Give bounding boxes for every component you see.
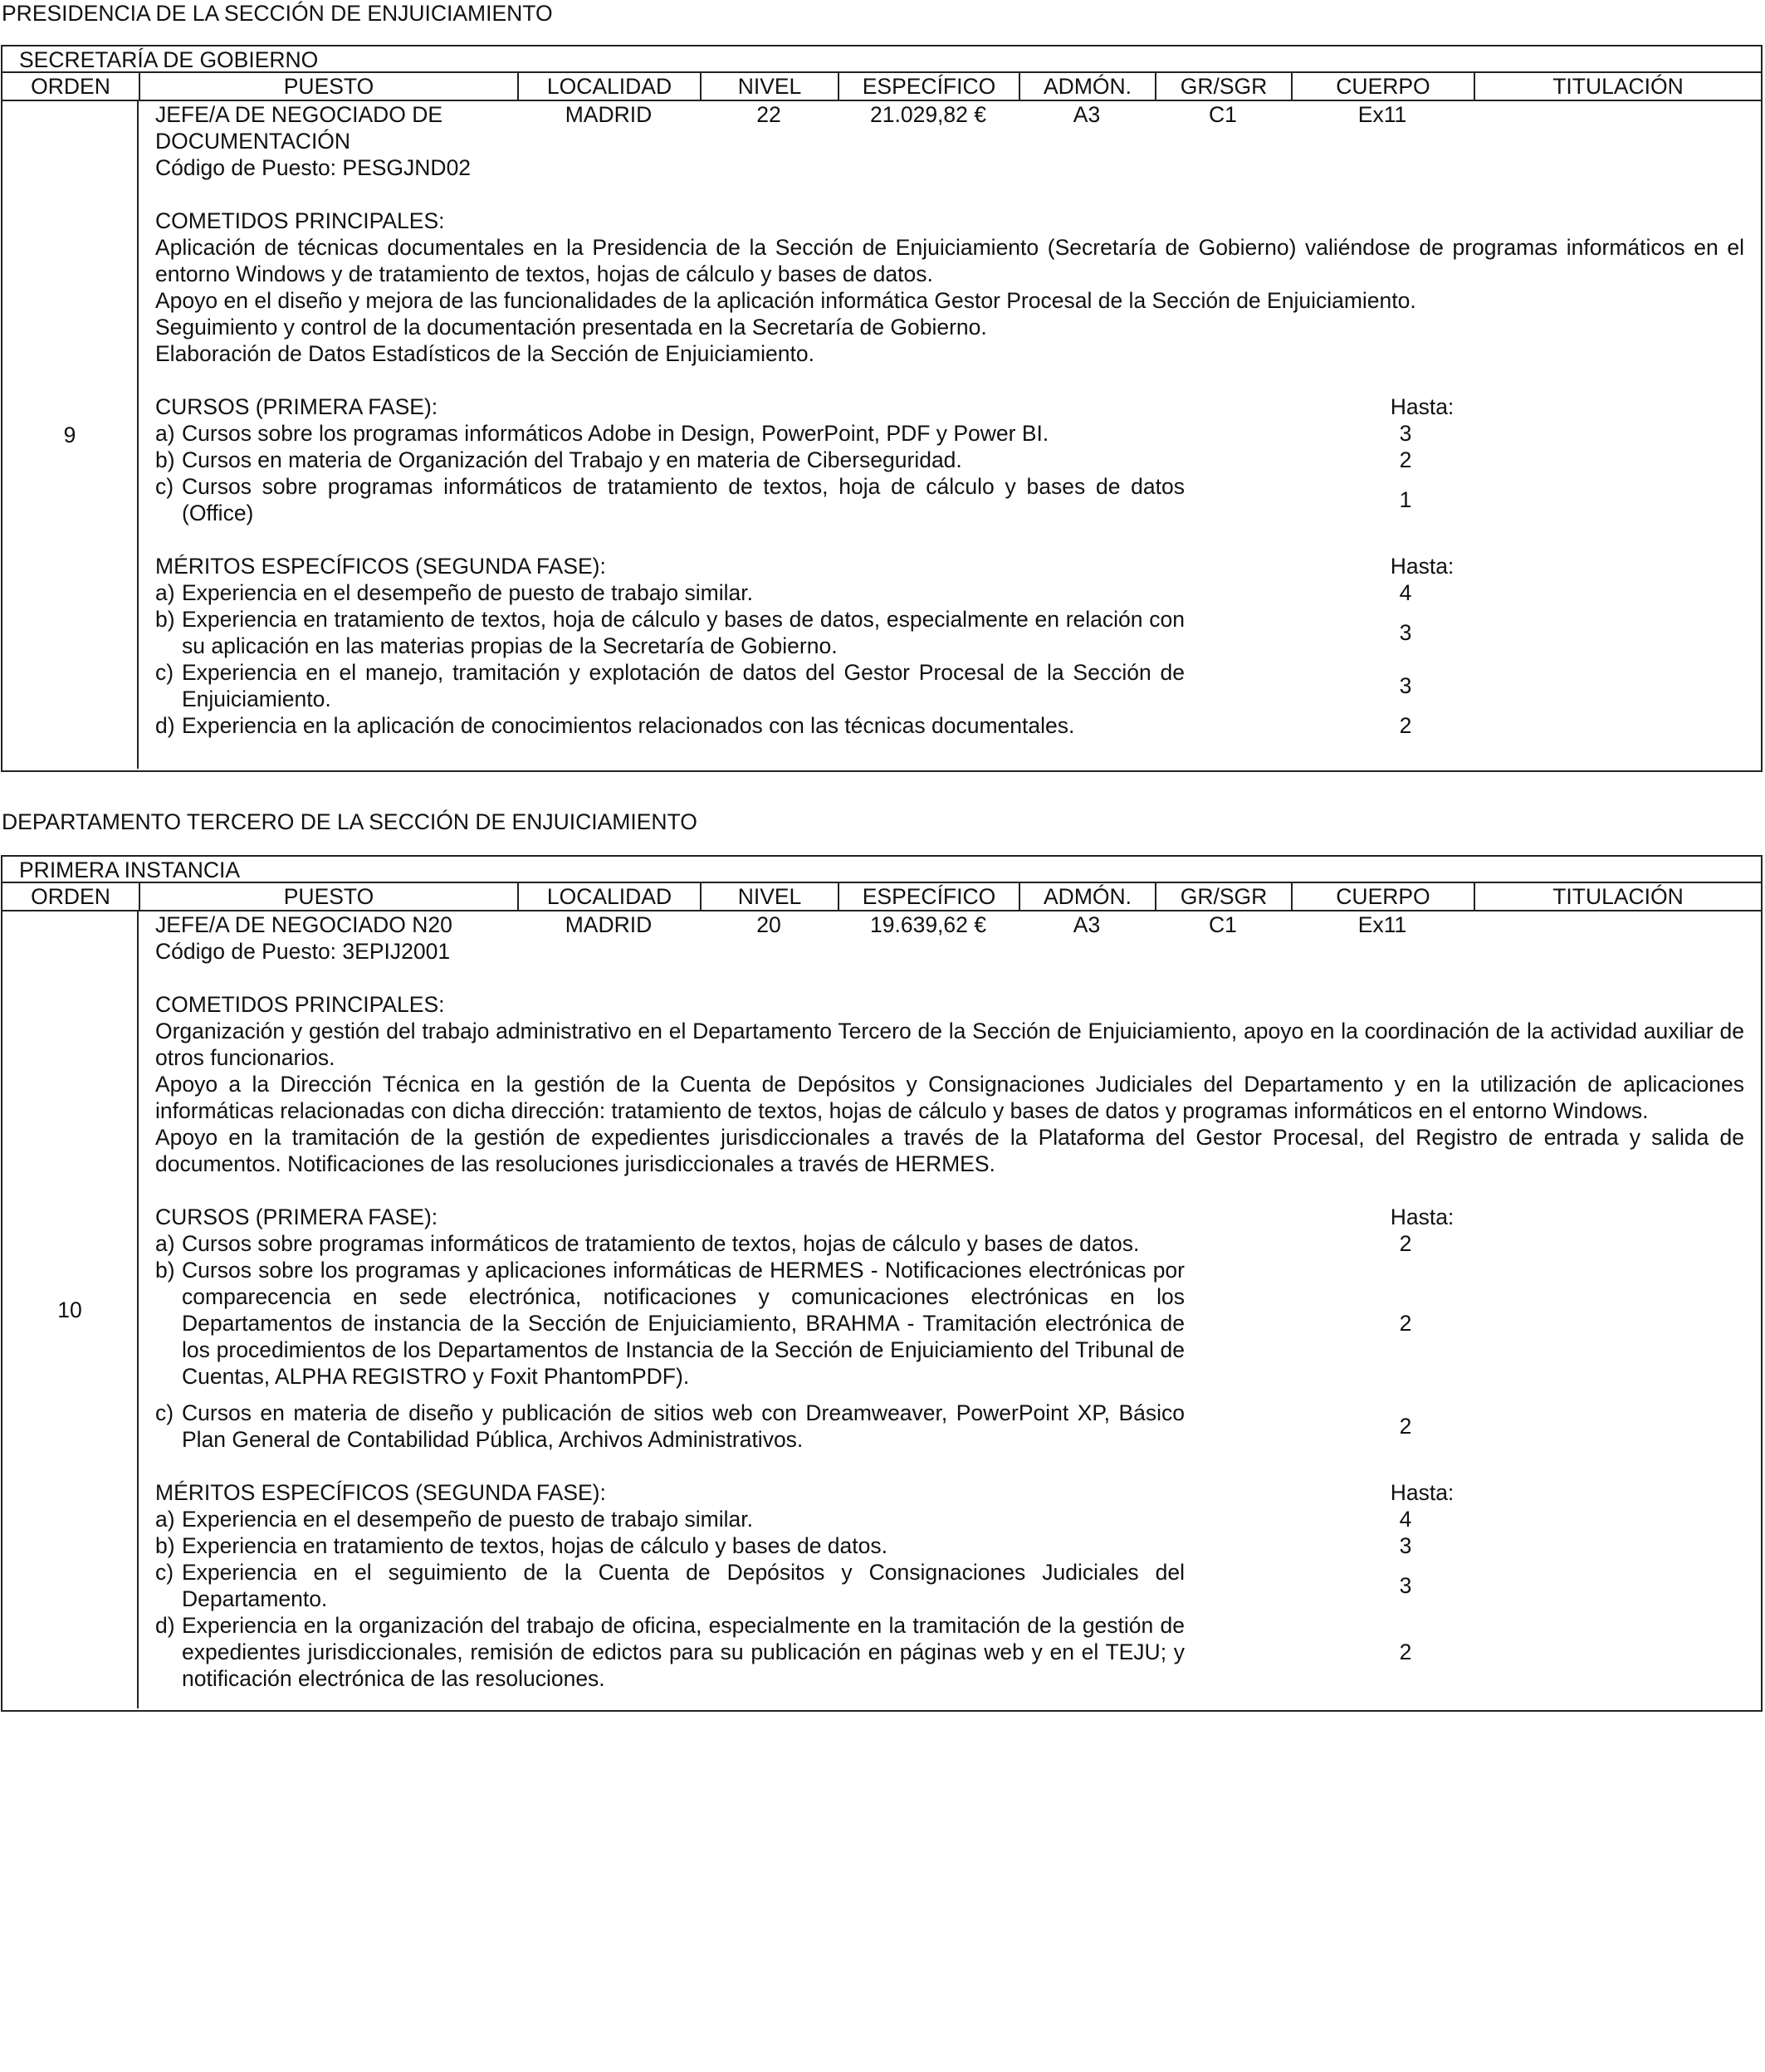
puesto-name bbox=[155, 911, 504, 938]
cometidos-title: COMETIDOS PRINCIPALES: bbox=[155, 208, 445, 233]
merito-item bbox=[139, 1532, 1761, 1559]
col-cuerpo: CUERPO bbox=[1291, 883, 1474, 910]
orden-number: 9 bbox=[2, 101, 139, 769]
cuerpo-value: Ex11 bbox=[1357, 912, 1407, 937]
col-gr-sgr: GR/SGR bbox=[1155, 73, 1291, 100]
merito-item bbox=[139, 659, 1761, 712]
merito-item bbox=[139, 1559, 1761, 1612]
merito-item bbox=[139, 712, 1761, 739]
item-points: 2 bbox=[1399, 447, 1412, 472]
meritos-header bbox=[139, 553, 1761, 579]
cometido-item: Apoyo en la tramitación de la gestión de expedientes jurisdiccionales a través de la Plataforma del Gestor Procesal, del Registro de entrada y salida de documentos. Notificaciones de las resoluciones jurisdiccionales a través de HERMES. bbox=[155, 1125, 1744, 1176]
curso-item bbox=[139, 1400, 1761, 1453]
hasta-label: Hasta: bbox=[1390, 394, 1455, 419]
col-orden: ORDEN bbox=[31, 74, 110, 99]
position-details bbox=[139, 101, 1761, 769]
item-points: 3 bbox=[1399, 421, 1412, 446]
col-gr-sgr: GR/SGR bbox=[1155, 883, 1291, 910]
hasta-label: Hasta: bbox=[1390, 1480, 1455, 1505]
col-titulacion: TITULACIÓN bbox=[1474, 883, 1761, 910]
nivel-value: 22 bbox=[756, 102, 781, 127]
item-text: Experiencia en el desempeño de puesto de trabajo similar. bbox=[182, 1507, 753, 1532]
especifico-value: 19.639,62 € bbox=[870, 912, 986, 937]
item-points: 2 bbox=[1399, 713, 1412, 738]
col-nivel: NIVEL bbox=[700, 883, 838, 910]
merito-item bbox=[139, 606, 1761, 659]
item-letter: c) bbox=[155, 1560, 174, 1585]
position-body bbox=[2, 911, 1761, 1708]
cursos-title: CURSOS (PRIMERA FASE): bbox=[155, 394, 438, 419]
cometido-item: Elaboración de Datos Estadísticos de la Sección de Enjuiciamiento. bbox=[155, 341, 814, 366]
puesto-line: JEFE/A DE NEGOCIADO DE bbox=[155, 102, 443, 127]
meritos-header bbox=[139, 1479, 1761, 1506]
col-puesto: PUESTO bbox=[139, 73, 517, 100]
curso-item bbox=[139, 420, 1761, 447]
table-subheader: PRIMERA INSTANCIA bbox=[2, 857, 1761, 883]
orden-number: 10 bbox=[2, 911, 139, 1708]
item-text: Cursos sobre los programas y aplicaciones informáticas de HERMES - Notificaciones electrónicas por comparecencia en sede electrónica, notificaciones y comunicaciones electrónicas en los Departamentos de instancia de la Sección de Enjuiciamiento, BRAHMA - Tramitación electrónica de los procedimientos de los Departamentos de Instancia de la Sección de Enjuiciamiento del Tribunal de Cuentas, ALPHA REGISTRO y Foxit PhantomPDF). bbox=[182, 1258, 1185, 1389]
item-points: 1 bbox=[1399, 487, 1412, 512]
item-text: Experiencia en tratamiento de textos, hoja de cálculo y bases de datos, especialmente en relación con su aplicación en las materias propias de la Secretaría de Gobierno. bbox=[182, 607, 1185, 658]
item-text: Experiencia en la organización del trabajo de oficina, especialmente en la tramitación de la gestión de expedientes jurisdiccionales, remisión de edictos para su publicación en páginas web y en el TEJU; y notificación electrónica de las resoluciones. bbox=[182, 1613, 1185, 1691]
item-letter: a) bbox=[155, 421, 175, 446]
cometido-item: Apoyo en el diseño y mejora de las funcionalidades de la aplicación informática Gestor Procesal de la Sección de Enjuiciamiento. bbox=[155, 288, 1416, 313]
position-body bbox=[2, 101, 1761, 769]
localidad-value: MADRID bbox=[565, 102, 653, 127]
col-puesto: PUESTO bbox=[139, 883, 517, 910]
item-points: 2 bbox=[1399, 1231, 1412, 1256]
table-subheader: SECRETARÍA DE GOBIERNO bbox=[2, 46, 1761, 73]
especifico-value: 21.029,82 € bbox=[870, 102, 986, 127]
item-points: 3 bbox=[1399, 620, 1412, 645]
cuerpo-value: Ex11 bbox=[1357, 102, 1407, 127]
merito-item bbox=[139, 579, 1761, 606]
cometido-item: Apoyo a la Dirección Técnica en la gestión de la Cuenta de Depósitos y Consignaciones Judiciales del Departamento y en la utilización de aplicaciones informáticas relacionadas con dicha dirección: tratamiento de textos, hojas de cálculo y bases de datos y programas informáticos en el entorno Windows. bbox=[155, 1072, 1744, 1123]
section-title: PRESIDENCIA DE LA SECCIÓN DE ENJUICIAMIENTO bbox=[2, 1, 553, 26]
item-letter: c) bbox=[155, 474, 174, 499]
item-text: Cursos en materia de diseño y publicación de sitios web con Dreamweaver, PowerPoint XP, Básico Plan General de Contabilidad Pública, Archivos Administrativos. bbox=[182, 1400, 1185, 1452]
cometidos-title: COMETIDOS PRINCIPALES: bbox=[155, 992, 445, 1017]
item-points: 3 bbox=[1399, 1573, 1412, 1598]
codigo-puesto: Código de Puesto: 3EPIJ2001 bbox=[155, 939, 451, 964]
puesto-name bbox=[155, 101, 504, 128]
cometido-item: Organización y gestión del trabajo administrativo en el Departamento Tercero de la Sección de Enjuiciamiento, apoyo en la coordinación de la actividad auxiliar de otros funcionarios. bbox=[155, 1019, 1744, 1070]
item-text: Experiencia en el manejo, tramitación y explotación de datos del Gestor Procesal de la Sección de Enjuiciamiento. bbox=[182, 660, 1185, 711]
hasta-label: Hasta: bbox=[1390, 554, 1455, 579]
puesto-line: JEFE/A DE NEGOCIADO N20 bbox=[155, 912, 452, 937]
cursos-header bbox=[139, 393, 1761, 420]
section-title: DEPARTAMENTO TERCERO DE LA SECCIÓN DE ENJUICIAMIENTO bbox=[2, 809, 697, 834]
item-points: 2 bbox=[1399, 1640, 1412, 1664]
col-admon: ADMÓN. bbox=[1019, 883, 1155, 910]
item-points: 4 bbox=[1399, 580, 1412, 605]
gr-sgr-value: C1 bbox=[1209, 102, 1237, 127]
item-letter: b) bbox=[155, 607, 175, 632]
cursos-title: CURSOS (PRIMERA FASE): bbox=[155, 1205, 438, 1229]
column-header-row bbox=[2, 883, 1761, 911]
merito-item bbox=[139, 1612, 1761, 1692]
column-header-row bbox=[2, 73, 1761, 101]
item-text: Experiencia en el seguimiento de la Cuenta de Depósitos y Consignaciones Judiciales del Departamento. bbox=[182, 1560, 1185, 1611]
curso-item bbox=[139, 447, 1761, 473]
col-admon: ADMÓN. bbox=[1019, 73, 1155, 100]
item-letter: c) bbox=[155, 660, 174, 685]
position-table bbox=[1, 45, 1763, 772]
item-points: 3 bbox=[1399, 673, 1412, 698]
position-main-row bbox=[139, 911, 1761, 938]
col-especifico: ESPECÍFICO bbox=[838, 883, 1019, 910]
cursos-header bbox=[139, 1204, 1761, 1230]
position-main-row bbox=[139, 101, 1761, 128]
curso-item bbox=[139, 1230, 1761, 1257]
meritos-title: MÉRITOS ESPECÍFICOS (SEGUNDA FASE): bbox=[155, 1480, 606, 1505]
item-text: Cursos en materia de Organización del Trabajo y en materia de Ciberseguridad. bbox=[182, 447, 962, 472]
col-localidad: LOCALIDAD bbox=[517, 73, 700, 100]
item-text: Cursos sobre programas informáticos de tratamiento de textos, hoja de cálculo y bases de datos (Office) bbox=[182, 474, 1185, 525]
item-points: 3 bbox=[1399, 1533, 1412, 1558]
admon-value: A3 bbox=[1073, 102, 1101, 127]
col-localidad: LOCALIDAD bbox=[517, 883, 700, 910]
admon-value: A3 bbox=[1073, 912, 1101, 937]
item-letter: d) bbox=[155, 1613, 175, 1638]
curso-item bbox=[139, 473, 1761, 526]
curso-item bbox=[139, 1257, 1761, 1390]
cometido-item: Aplicación de técnicas documentales en la Presidencia de la Sección de Enjuiciamiento (Secretaría de Gobierno) valiéndose de programas informáticos en el entorno Windows y de tratamiento de textos, hojas de cálculo y bases de datos. bbox=[155, 235, 1744, 286]
position-details bbox=[139, 911, 1761, 1708]
merito-item bbox=[139, 1506, 1761, 1532]
item-text: Cursos sobre programas informáticos de tratamiento de textos, hojas de cálculo y bases de datos. bbox=[182, 1231, 1140, 1256]
puesto-line: DOCUMENTACIÓN bbox=[155, 129, 351, 154]
meritos-title: MÉRITOS ESPECÍFICOS (SEGUNDA FASE): bbox=[155, 554, 606, 579]
item-points: 2 bbox=[1399, 1311, 1412, 1336]
item-text: Experiencia en la aplicación de conocimientos relacionados con las técnicas documentales. bbox=[182, 713, 1075, 738]
hasta-label: Hasta: bbox=[1390, 1205, 1455, 1229]
item-letter: b) bbox=[155, 447, 175, 472]
item-letter: c) bbox=[155, 1400, 174, 1425]
item-text: Experiencia en tratamiento de textos, hojas de cálculo y bases de datos. bbox=[182, 1533, 887, 1558]
cometido-item: Seguimiento y control de la documentación presentada en la Secretaría de Gobierno. bbox=[155, 315, 987, 340]
item-letter: a) bbox=[155, 580, 175, 605]
col-titulacion: TITULACIÓN bbox=[1474, 73, 1761, 100]
item-points: 2 bbox=[1399, 1414, 1412, 1439]
item-letter: b) bbox=[155, 1533, 175, 1558]
item-letter: a) bbox=[155, 1231, 175, 1256]
codigo-puesto: Código de Puesto: PESGJND02 bbox=[155, 155, 472, 180]
position-table bbox=[1, 855, 1763, 1712]
item-text: Experiencia en el desempeño de puesto de trabajo similar. bbox=[182, 580, 753, 605]
localidad-value: MADRID bbox=[565, 912, 653, 937]
item-points: 4 bbox=[1399, 1507, 1412, 1532]
col-nivel: NIVEL bbox=[700, 73, 838, 100]
col-orden: ORDEN bbox=[31, 884, 110, 909]
col-cuerpo: CUERPO bbox=[1291, 73, 1474, 100]
nivel-value: 20 bbox=[756, 912, 781, 937]
item-letter: d) bbox=[155, 713, 175, 738]
col-especifico: ESPECÍFICO bbox=[838, 73, 1019, 100]
item-letter: b) bbox=[155, 1258, 175, 1283]
item-letter: a) bbox=[155, 1507, 175, 1532]
gr-sgr-value: C1 bbox=[1209, 912, 1237, 937]
item-text: Cursos sobre los programas informáticos Adobe in Design, PowerPoint, PDF y Power BI. bbox=[182, 421, 1049, 446]
